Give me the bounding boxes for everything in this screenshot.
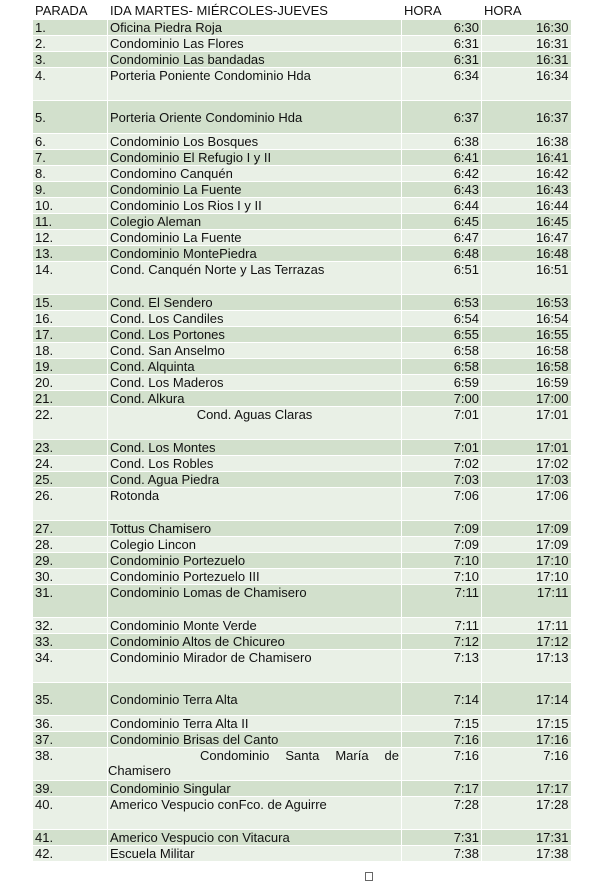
time-afternoon: 17:03 xyxy=(482,472,571,488)
stop-number: 17. xyxy=(33,327,108,343)
time-afternoon: 16:45 xyxy=(482,214,571,230)
stop-number: 10. xyxy=(33,198,108,214)
table-row xyxy=(33,407,571,440)
stop-name: Condominio Monte Verde xyxy=(108,618,402,634)
stop-number: 24. xyxy=(33,456,108,472)
time-morning: 6:58 xyxy=(402,359,482,375)
stop-number: 42. xyxy=(33,846,108,862)
time-afternoon: 16:37 xyxy=(482,101,571,134)
stop-name: Condominio Mirador de Chamisero xyxy=(108,650,402,683)
table-row xyxy=(33,553,571,569)
time-afternoon: 17:13 xyxy=(482,650,571,683)
time-afternoon: 17:11 xyxy=(482,585,571,618)
time-afternoon: 16:41 xyxy=(482,150,571,166)
time-afternoon: 17:16 xyxy=(482,732,571,748)
time-morning: 7:12 xyxy=(402,634,482,650)
time-afternoon: 17:12 xyxy=(482,634,571,650)
table-row xyxy=(33,375,571,391)
time-morning: 7:00 xyxy=(402,391,482,407)
table-row xyxy=(33,732,571,748)
time-morning: 6:31 xyxy=(402,36,482,52)
stop-number: 1. xyxy=(33,20,108,36)
stop-name: Cond. Alquinta xyxy=(108,359,402,375)
time-morning: 7:09 xyxy=(402,537,482,553)
stop-name: Condominio El Refugio I y II xyxy=(108,150,402,166)
time-afternoon: 16:38 xyxy=(482,134,571,150)
time-morning: 6:41 xyxy=(402,150,482,166)
time-afternoon: 16:31 xyxy=(482,52,571,68)
stop-number: 15. xyxy=(33,295,108,311)
time-afternoon: 16:54 xyxy=(482,311,571,327)
time-morning: 7:03 xyxy=(402,472,482,488)
header-parada: PARADA xyxy=(33,3,108,20)
stop-number: 4. xyxy=(33,68,108,101)
time-afternoon: 17:02 xyxy=(482,456,571,472)
stop-number: 30. xyxy=(33,569,108,585)
time-afternoon: 16:55 xyxy=(482,327,571,343)
stop-number: 22. xyxy=(33,407,108,440)
stop-name: Condominio MontePiedra xyxy=(108,246,402,262)
stop-number: 9. xyxy=(33,182,108,198)
stop-name: Cond. Aguas Claras xyxy=(108,407,402,440)
stop-number: 21. xyxy=(33,391,108,407)
time-morning: 6:42 xyxy=(402,166,482,182)
table-row xyxy=(33,585,571,618)
time-afternoon: 16:42 xyxy=(482,166,571,182)
table-header-row xyxy=(33,3,571,20)
stop-name: Rotonda xyxy=(108,488,402,521)
table-row xyxy=(33,650,571,683)
time-morning: 6:34 xyxy=(402,68,482,101)
time-morning: 7:15 xyxy=(402,716,482,732)
table-row xyxy=(33,440,571,456)
table-row xyxy=(33,359,571,375)
stop-number: 36. xyxy=(33,716,108,732)
stop-number: 29. xyxy=(33,553,108,569)
time-morning: 6:45 xyxy=(402,214,482,230)
table-row xyxy=(33,781,571,797)
table-row xyxy=(33,150,571,166)
time-afternoon: 16:48 xyxy=(482,246,571,262)
time-afternoon: 16:31 xyxy=(482,36,571,52)
time-morning: 7:09 xyxy=(402,521,482,537)
table-row xyxy=(33,20,571,36)
table-row xyxy=(33,36,571,52)
time-afternoon: 17:11 xyxy=(482,618,571,634)
table-row xyxy=(33,683,571,716)
time-morning: 7:02 xyxy=(402,456,482,472)
time-afternoon: 16:58 xyxy=(482,359,571,375)
table-row xyxy=(33,472,571,488)
time-afternoon: 17:00 xyxy=(482,391,571,407)
time-morning: 6:31 xyxy=(402,52,482,68)
table-row xyxy=(33,246,571,262)
time-morning: 6:38 xyxy=(402,134,482,150)
time-afternoon: 17:06 xyxy=(482,488,571,521)
stop-number: 39. xyxy=(33,781,108,797)
header-hora-afternoon: HORA xyxy=(482,3,571,20)
stop-name: Condominio Terra Alta II xyxy=(108,716,402,732)
header-hora-morning: HORA xyxy=(402,3,482,20)
stop-number: 33. xyxy=(33,634,108,650)
table-row xyxy=(33,198,571,214)
table-row xyxy=(33,327,571,343)
time-afternoon: 17:15 xyxy=(482,716,571,732)
stop-name: Condominio Portezuelo xyxy=(108,553,402,569)
table-row xyxy=(33,521,571,537)
stop-number: 31. xyxy=(33,585,108,618)
stop-name: Colegio Lincon xyxy=(108,537,402,553)
time-afternoon: 16:30 xyxy=(482,20,571,36)
stop-name: Condominio Los Rios I y II xyxy=(108,198,402,214)
time-morning: 7:31 xyxy=(402,830,482,846)
time-morning: 7:14 xyxy=(402,683,482,716)
stop-name: Cond. Alkura xyxy=(108,391,402,407)
time-afternoon: 17:10 xyxy=(482,569,571,585)
stop-number: 6. xyxy=(33,134,108,150)
stop-name: Condominio Lomas de Chamisero xyxy=(108,585,402,618)
header-route: IDA MARTES- MIÉRCOLES-JUEVES xyxy=(108,3,402,20)
time-afternoon: 17:09 xyxy=(482,521,571,537)
table-row xyxy=(33,166,571,182)
time-afternoon: 16:47 xyxy=(482,230,571,246)
stop-name: Cond. Los Montes xyxy=(108,440,402,456)
time-morning: 7:11 xyxy=(402,618,482,634)
table-row xyxy=(33,634,571,650)
bus-schedule-table xyxy=(32,2,571,861)
table-row xyxy=(33,262,571,295)
time-afternoon: 17:10 xyxy=(482,553,571,569)
stop-number: 26. xyxy=(33,488,108,521)
stop-name: Condominio Los Bosques xyxy=(108,134,402,150)
table-row xyxy=(33,68,571,101)
time-afternoon: 16:51 xyxy=(482,262,571,295)
time-morning: 6:55 xyxy=(402,327,482,343)
stop-name: Cond. San Anselmo xyxy=(108,343,402,359)
table-row xyxy=(33,618,571,634)
stop-number: 28. xyxy=(33,537,108,553)
time-afternoon: 17:17 xyxy=(482,781,571,797)
table-row xyxy=(33,214,571,230)
stop-number: 20. xyxy=(33,375,108,391)
stop-name: Cond. Los Robles xyxy=(108,456,402,472)
table-row xyxy=(33,797,571,830)
stop-number: 7. xyxy=(33,150,108,166)
stop-number: 18. xyxy=(33,343,108,359)
stop-name: Cond. Los Candiles xyxy=(108,311,402,327)
table-row xyxy=(33,537,571,553)
time-afternoon: 17:38 xyxy=(482,846,571,862)
time-morning: 7:01 xyxy=(402,440,482,456)
table-row xyxy=(33,230,571,246)
time-afternoon: 17:31 xyxy=(482,830,571,846)
table-row xyxy=(33,52,571,68)
table-row xyxy=(33,716,571,732)
time-morning: 6:53 xyxy=(402,295,482,311)
stop-name: Condominio Terra Alta xyxy=(108,683,402,716)
time-morning: 6:44 xyxy=(402,198,482,214)
time-morning: 6:48 xyxy=(402,246,482,262)
table-row xyxy=(33,134,571,150)
time-afternoon: 16:58 xyxy=(482,343,571,359)
stop-number: 13. xyxy=(33,246,108,262)
time-morning: 6:43 xyxy=(402,182,482,198)
time-afternoon: 16:44 xyxy=(482,198,571,214)
stop-name: Condominio Altos de Chicureo xyxy=(108,634,402,650)
stop-number: 40. xyxy=(33,797,108,830)
stop-number: 25. xyxy=(33,472,108,488)
stop-name: Condomino Canquén xyxy=(108,166,402,182)
table-row xyxy=(33,182,571,198)
stop-name: Cond. Los Maderos xyxy=(108,375,402,391)
table-row xyxy=(33,295,571,311)
time-afternoon: 16:43 xyxy=(482,182,571,198)
stop-number: 11. xyxy=(33,214,108,230)
table-row xyxy=(33,456,571,472)
time-afternoon: 17:14 xyxy=(482,683,571,716)
time-morning: 6:59 xyxy=(402,375,482,391)
time-morning: 7:17 xyxy=(402,781,482,797)
stop-name: Oficina Piedra Roja xyxy=(108,20,402,36)
time-morning: 7:06 xyxy=(402,488,482,521)
table-row xyxy=(33,101,571,134)
stop-number: 5. xyxy=(33,101,108,134)
stop-name: Porteria Poniente Condominio Hda xyxy=(108,68,402,101)
time-afternoon: 17:01 xyxy=(482,407,571,440)
time-morning: 6:51 xyxy=(402,262,482,295)
table-row xyxy=(33,830,571,846)
time-morning: 7:38 xyxy=(402,846,482,862)
stop-name: Americo Vespucio conFco. de Aguirre xyxy=(108,797,402,830)
schedule-rows xyxy=(33,20,571,862)
time-morning: 6:47 xyxy=(402,230,482,246)
stop-name: Americo Vespucio con Vitacura xyxy=(108,830,402,846)
time-afternoon: 16:34 xyxy=(482,68,571,101)
stop-name: Condominio Brisas del Canto xyxy=(108,732,402,748)
stop-name: Condominio Santa María de Chamisero xyxy=(108,748,402,781)
stop-number: 27. xyxy=(33,521,108,537)
stop-name: Porteria Oriente Condominio Hda xyxy=(108,101,402,134)
stop-name: Condominio La Fuente xyxy=(108,230,402,246)
time-afternoon: 17:09 xyxy=(482,537,571,553)
stop-number: 23. xyxy=(33,440,108,456)
table-row xyxy=(33,748,571,781)
time-afternoon: 16:59 xyxy=(482,375,571,391)
time-morning: 7:10 xyxy=(402,553,482,569)
table-row xyxy=(33,488,571,521)
stop-number: 2. xyxy=(33,36,108,52)
stop-name: Tottus Chamisero xyxy=(108,521,402,537)
stop-number: 8. xyxy=(33,166,108,182)
stop-name: Condominio Singular xyxy=(108,781,402,797)
stop-name: Cond. El Sendero xyxy=(108,295,402,311)
table-row xyxy=(33,569,571,585)
stop-number: 38. xyxy=(33,748,108,781)
stop-number: 14. xyxy=(33,262,108,295)
time-morning: 7:28 xyxy=(402,797,482,830)
table-row xyxy=(33,311,571,327)
stop-name: Condominio Portezuelo III xyxy=(108,569,402,585)
time-morning: 6:30 xyxy=(402,20,482,36)
time-morning: 7:13 xyxy=(402,650,482,683)
stop-name: Cond. Canquén Norte y Las Terrazas xyxy=(108,262,402,295)
stop-number: 41. xyxy=(33,830,108,846)
table-row xyxy=(33,846,571,862)
time-morning: 7:16 xyxy=(402,732,482,748)
stop-number: 19. xyxy=(33,359,108,375)
table-row xyxy=(33,343,571,359)
time-afternoon: 7:16 xyxy=(482,748,571,781)
stop-name: Colegio Aleman xyxy=(108,214,402,230)
stop-name: Condominio Las Flores xyxy=(108,36,402,52)
time-afternoon: 16:53 xyxy=(482,295,571,311)
stop-name: Condominio La Fuente xyxy=(108,182,402,198)
stop-number: 34. xyxy=(33,650,108,683)
time-morning: 7:11 xyxy=(402,585,482,618)
table-row xyxy=(33,391,571,407)
time-morning: 7:16 xyxy=(402,748,482,781)
stop-number: 37. xyxy=(33,732,108,748)
stop-number: 16. xyxy=(33,311,108,327)
time-morning: 6:54 xyxy=(402,311,482,327)
stop-name: Escuela Militar xyxy=(108,846,402,862)
stop-number: 12. xyxy=(33,230,108,246)
time-afternoon: 17:01 xyxy=(482,440,571,456)
stop-name: Cond. Agua Piedra xyxy=(108,472,402,488)
stop-name: Condominio Las bandadas xyxy=(108,52,402,68)
time-morning: 7:10 xyxy=(402,569,482,585)
stop-name: Cond. Los Portones xyxy=(108,327,402,343)
time-afternoon: 17:28 xyxy=(482,797,571,830)
time-morning: 7:01 xyxy=(402,407,482,440)
time-morning: 6:58 xyxy=(402,343,482,359)
stop-number: 3. xyxy=(33,52,108,68)
stop-number: 35. xyxy=(33,683,108,716)
time-morning: 6:37 xyxy=(402,101,482,134)
stop-number: 32. xyxy=(33,618,108,634)
